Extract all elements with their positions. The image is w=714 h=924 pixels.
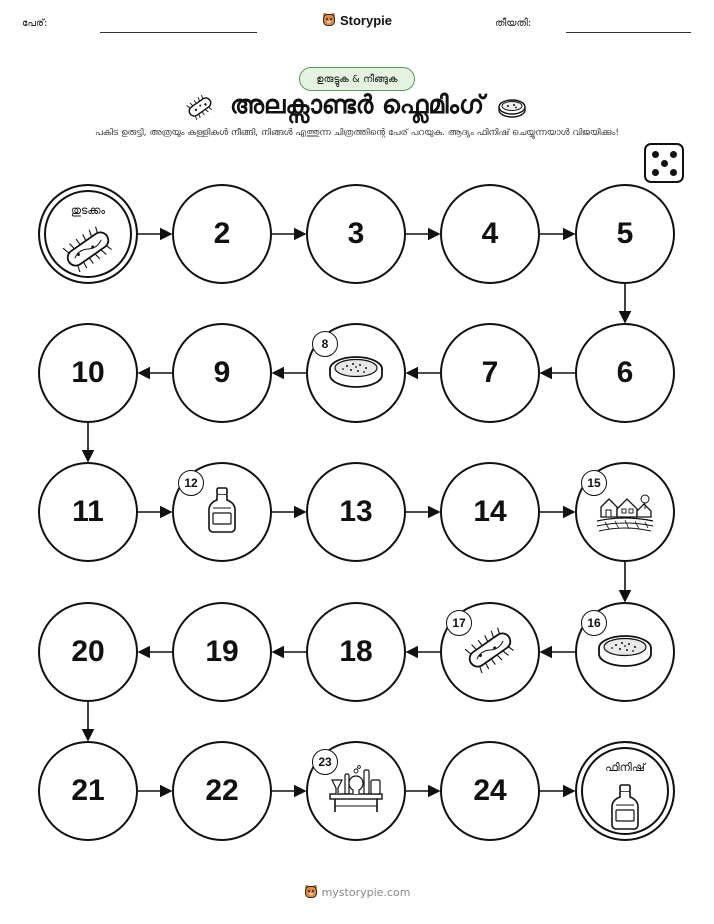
footer-site: mystorypie.com: [321, 885, 411, 899]
cell-number-badge: 15: [581, 470, 607, 496]
brand-name: Storypie: [339, 12, 392, 28]
start-cell[interactable]: [38, 184, 138, 284]
board-cell[interactable]: [38, 602, 138, 702]
activity-tag: ഉരുട്ടുക & നീങ്ങുക: [299, 67, 415, 91]
cell-number: 10: [71, 356, 105, 389]
cell-number: 3: [347, 217, 365, 250]
board-cell[interactable]: [440, 741, 540, 841]
bottle-icon: [608, 783, 642, 835]
storypie-bear-icon: [304, 884, 318, 900]
cell-number: 2: [213, 217, 231, 250]
finish-cell[interactable]: [575, 741, 675, 841]
page-title: അലക്സാണ്ടർ ഫ്ലെമിംഗ്: [230, 90, 484, 119]
board-cell[interactable]: [575, 602, 675, 702]
bottle-icon: [205, 486, 239, 538]
cell-number: 19: [205, 635, 239, 668]
lab-table-icon: [326, 764, 386, 818]
cell-number: 4: [481, 217, 499, 250]
cell-number: 7: [481, 356, 499, 389]
cell-number: 24: [473, 774, 507, 807]
cell-number: 14: [473, 495, 507, 528]
farm-icon: [595, 487, 655, 537]
board-cell[interactable]: [306, 462, 406, 562]
footer: [0, 884, 714, 904]
board-cell[interactable]: [172, 323, 272, 423]
board-cell[interactable]: [440, 602, 540, 702]
cell-number-badge: 23: [312, 749, 338, 775]
cell-number-badge: 8: [312, 331, 338, 357]
cell-label: ഫിനിഷ്: [605, 761, 645, 774]
board-cell[interactable]: [575, 462, 675, 562]
cell-number: 21: [71, 774, 105, 807]
board-cell[interactable]: [440, 462, 540, 562]
board-cell[interactable]: [172, 184, 272, 284]
petri-dish-icon: [327, 351, 385, 395]
cell-number: 22: [205, 774, 239, 807]
cell-number-badge: 17: [446, 610, 472, 636]
cell-number: 20: [71, 635, 105, 668]
cell-number: 11: [72, 495, 104, 528]
board-cell[interactable]: [38, 462, 138, 562]
board-cell[interactable]: [306, 323, 406, 423]
cell-number: 5: [616, 217, 634, 250]
board-cell[interactable]: [575, 323, 675, 423]
board-cell[interactable]: [172, 741, 272, 841]
bacterium-icon: [459, 627, 521, 677]
cell-number-badge: 16: [581, 610, 607, 636]
board-cell[interactable]: [440, 323, 540, 423]
board-cell[interactable]: [38, 323, 138, 423]
cell-number: 18: [339, 635, 373, 668]
petri-dish-icon: [596, 630, 654, 674]
board-cell[interactable]: [575, 184, 675, 284]
board-cell[interactable]: [306, 184, 406, 284]
board-cell[interactable]: [306, 602, 406, 702]
instructions: പകിട ഉരുട്ടി, അത്രയും കള്ളികൾ നീങ്ങി, നിങ്ങൾ എത്തുന്ന ചിത്രത്തിന്റെ പേര് പറയുക. ആദ്യം ഫിനിഷ് ചെയ്യുന്നയാൾ വിജയിക്കും!: [95, 128, 619, 138]
bacterium-icon: [57, 226, 119, 276]
board-cell[interactable]: [440, 184, 540, 284]
board-cell[interactable]: [172, 462, 272, 562]
board-cell[interactable]: [306, 741, 406, 841]
name-label: പേര്:: [22, 18, 48, 29]
cell-label: തുടക്കം: [70, 204, 106, 217]
cell-number: 9: [213, 356, 231, 389]
cell-number-badge: 12: [178, 470, 204, 496]
board-cell[interactable]: [172, 602, 272, 702]
date-label: തീയതി:: [495, 18, 532, 29]
cell-number: 6: [616, 356, 634, 389]
board-cell[interactable]: [38, 741, 138, 841]
cell-number: 13: [339, 495, 373, 528]
